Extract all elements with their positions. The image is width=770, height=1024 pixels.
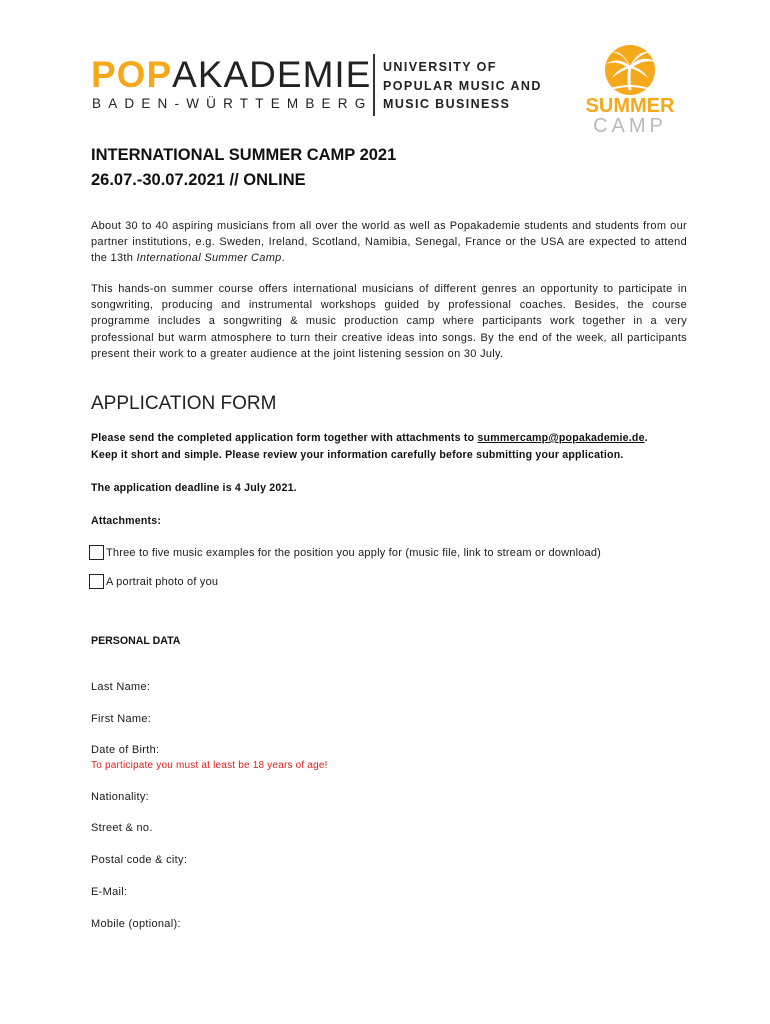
- street-field[interactable]: Street & no.: [91, 822, 153, 834]
- attachment-item-portrait-photo: [89, 574, 218, 589]
- page-title: INTERNATIONAL SUMMER CAMP 2021: [91, 146, 397, 164]
- instruction-line-2: Keep it short and simple. Please review your information carefully before submitting your application.: [91, 449, 624, 461]
- mobile-field[interactable]: Mobile (optional):: [91, 918, 181, 930]
- email-field[interactable]: E-Mail:: [91, 886, 128, 898]
- email-link[interactable]: summercamp@popakademie.de: [477, 432, 645, 444]
- summer-camp-summer-text: SUMMER: [585, 95, 675, 117]
- summer-camp-camp-text: CAMP: [593, 115, 667, 134]
- personal-data-heading: PERSONAL DATA: [91, 635, 181, 647]
- popakademie-logo: [91, 55, 371, 95]
- page-subtitle-dates: 26.07.-30.07.2021 // ONLINE: [91, 171, 306, 189]
- music-examples-checkbox[interactable]: [89, 545, 104, 560]
- intro-paragraph-1: [91, 218, 687, 267]
- instruction-line-1-text: Please send the completed application form together with attachments to: [91, 432, 478, 444]
- university-tagline: [383, 58, 542, 114]
- university-line-2: POPULAR MUSIC AND: [383, 78, 542, 93]
- intro-paragraph-1-text: About 30 to 40 aspiring musicians from all over the world as well as Popakademie students and students from our partner institutions, e.g. Sweden, Ireland, Scotland, Namibia, Senegal, France or the USA are expected to attend the 13th: [91, 220, 687, 265]
- intro-paragraph-1-end: .: [281, 252, 285, 265]
- logo-pop-text: POP: [91, 54, 173, 95]
- logo-divider: [373, 54, 375, 116]
- age-requirement-note: To participate you must at least be 18 years of age!: [91, 760, 328, 771]
- logo-region-text: BADEN-WÜRTTEMBERG: [92, 96, 373, 111]
- university-line-3: MUSIC BUSINESS: [383, 97, 511, 111]
- attachments-label: Attachments:: [91, 515, 162, 527]
- instruction-line-1: [91, 432, 648, 444]
- application-form-heading: APPLICATION FORM: [91, 393, 277, 414]
- intro-paragraph-1-italic: International Summer Camp: [136, 252, 282, 265]
- last-name-field[interactable]: Last Name:: [91, 681, 151, 693]
- logo-akademie-text: AKADEMIE: [172, 54, 372, 95]
- instruction-line-1-end: .: [644, 432, 648, 444]
- postal-city-field[interactable]: Postal code & city:: [91, 854, 188, 866]
- date-of-birth-field[interactable]: Date of Birth:: [91, 744, 160, 756]
- music-examples-label: Three to five music examples for the position you apply for (music file, link to stream or download): [106, 546, 602, 559]
- application-deadline: The application deadline is 4 July 2021.: [91, 482, 297, 494]
- summer-camp-logo: [578, 42, 682, 134]
- nationality-field[interactable]: Nationality:: [91, 791, 150, 803]
- portrait-photo-checkbox[interactable]: [89, 574, 104, 589]
- portrait-photo-label: A portrait photo of you: [106, 575, 219, 588]
- intro-paragraph-2: This hands-on summer course offers international musicians of different genres an opportunity to participate in songwriting, producing and instrumental workshops guided by professional coaches. Besides, the course programme includes a songwriting & music production camp where participants work together in a very professional but warm atmosphere to turn their creative ideas into songs. By the end of the week, all participants present their work to a greater audience at the joint listening session on 30 July.: [91, 283, 687, 360]
- palm-tree-sun-icon: [605, 45, 656, 95]
- university-line-1: UNIVERSITY OF: [383, 60, 497, 74]
- attachment-item-music-examples: [89, 545, 601, 560]
- first-name-field[interactable]: First Name:: [91, 713, 152, 725]
